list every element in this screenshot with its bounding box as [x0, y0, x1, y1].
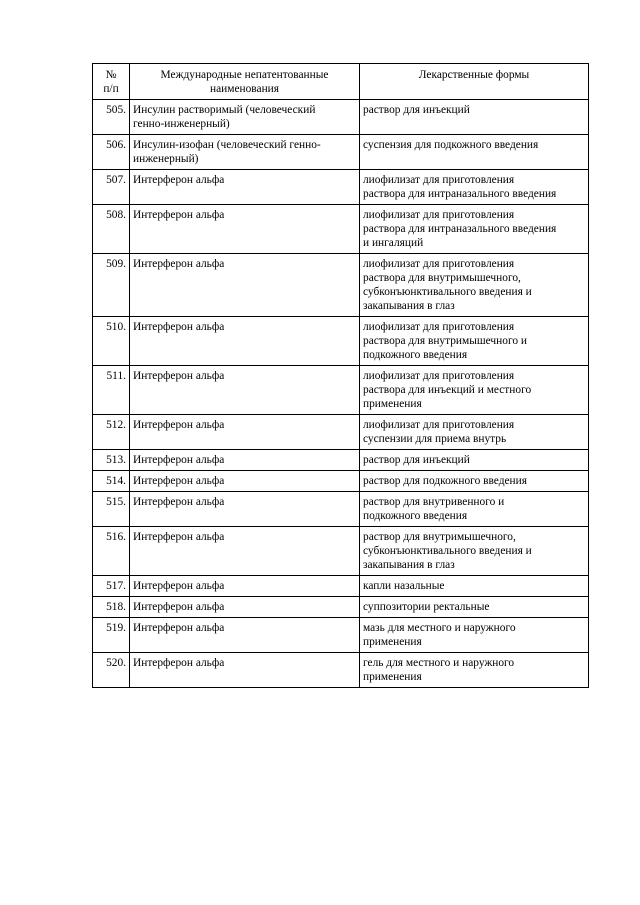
row-number: 510. [93, 317, 130, 366]
row-dosage-form: суспензия для подкожного введения [360, 135, 589, 170]
row-inn-name: Интерферон альфа [130, 366, 360, 415]
row-inn-name: Интерферон альфа [130, 254, 360, 317]
table-row [93, 492, 589, 527]
row-inn-name: Интерферон альфа [130, 597, 360, 618]
row-inn-name: Интерферон альфа [130, 415, 360, 450]
row-dosage-form: раствор для подкожного введения [360, 471, 589, 492]
row-number: 511. [93, 366, 130, 415]
table-row [93, 135, 589, 170]
row-number: 509. [93, 254, 130, 317]
row-inn-name: Интерферон альфа [130, 471, 360, 492]
row-dosage-form: лиофилизат для приготовления раствора для внутримышечного и подкожного введения [360, 317, 589, 366]
table-row [93, 653, 589, 688]
table-row [93, 366, 589, 415]
row-dosage-form: мазь для местного и наружного применения [360, 618, 589, 653]
row-inn-name: Инсулин-изофан (человеческий генно- инженерный) [130, 135, 360, 170]
row-number: 513. [93, 450, 130, 471]
table-row [93, 527, 589, 576]
table-row [93, 254, 589, 317]
table-row [93, 415, 589, 450]
header-inn-name: Международные непатентованные наименования [130, 64, 360, 100]
row-inn-name: Инсулин растворимый (человеческий генно-инженерный) [130, 100, 360, 135]
table-body [93, 100, 589, 688]
header-dosage-form: Лекарственные формы [360, 64, 589, 100]
row-inn-name: Интерферон альфа [130, 576, 360, 597]
row-inn-name: Интерферон альфа [130, 450, 360, 471]
row-dosage-form: раствор для внутримышечного, субконъюнктивального введения и закапывания в глаз [360, 527, 589, 576]
row-number: 506. [93, 135, 130, 170]
table-row [93, 100, 589, 135]
table-row [93, 471, 589, 492]
table-header-row [93, 64, 589, 100]
row-inn-name: Интерферон альфа [130, 618, 360, 653]
row-number: 518. [93, 597, 130, 618]
header-number: № п/п [93, 64, 130, 100]
table-row [93, 618, 589, 653]
table-row [93, 205, 589, 254]
row-inn-name: Интерферон альфа [130, 205, 360, 254]
row-dosage-form: раствор для внутривенного и подкожного введения [360, 492, 589, 527]
row-inn-name: Интерферон альфа [130, 170, 360, 205]
table-row [93, 597, 589, 618]
row-dosage-form: лиофилизат для приготовления раствора для интраназального введения [360, 170, 589, 205]
row-number: 508. [93, 205, 130, 254]
row-dosage-form: лиофилизат для приготовления раствора для внутримышечного, субконъюнктивального введения и закапывания в глаз [360, 254, 589, 317]
row-number: 514. [93, 471, 130, 492]
row-number: 516. [93, 527, 130, 576]
row-inn-name: Интерферон альфа [130, 317, 360, 366]
row-dosage-form: капли назальные [360, 576, 589, 597]
row-dosage-form: лиофилизат для приготовления раствора для инъекций и местного применения [360, 366, 589, 415]
row-inn-name: Интерферон альфа [130, 527, 360, 576]
row-dosage-form: суппозитории ректальные [360, 597, 589, 618]
drug-forms-table [92, 63, 589, 688]
table-row [93, 576, 589, 597]
row-number: 515. [93, 492, 130, 527]
row-inn-name: Интерферон альфа [130, 653, 360, 688]
row-number: 517. [93, 576, 130, 597]
row-dosage-form: лиофилизат для приготовления суспензии для приема внутрь [360, 415, 589, 450]
table-row [93, 317, 589, 366]
row-number: 505. [93, 100, 130, 135]
row-dosage-form: гель для местного и наружного применения [360, 653, 589, 688]
table-row [93, 170, 589, 205]
row-inn-name: Интерферон альфа [130, 492, 360, 527]
row-dosage-form: раствор для инъекций [360, 450, 589, 471]
table-row [93, 450, 589, 471]
row-dosage-form: лиофилизат для приготовления раствора для интраназального введения и ингаляций [360, 205, 589, 254]
row-number: 512. [93, 415, 130, 450]
row-dosage-form: раствор для инъекций [360, 100, 589, 135]
row-number: 520. [93, 653, 130, 688]
row-number: 519. [93, 618, 130, 653]
row-number: 507. [93, 170, 130, 205]
